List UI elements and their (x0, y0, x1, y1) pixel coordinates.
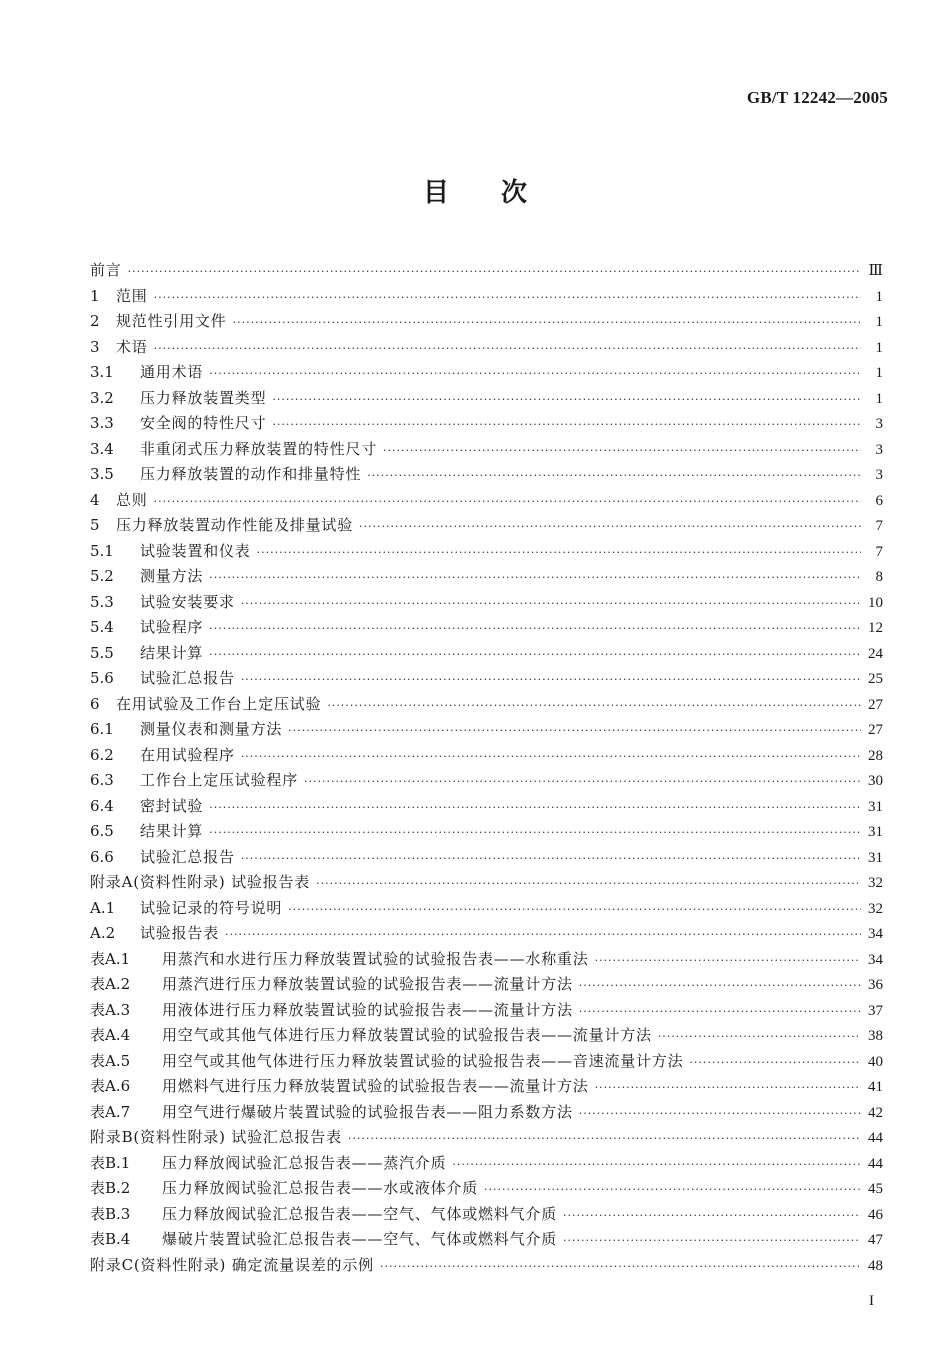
toc-entry-page: 25 (868, 671, 883, 687)
toc-entry-page: 42 (868, 1104, 883, 1121)
toc-entry (90, 1228, 883, 1254)
toc-entry-title: 密封试验 (140, 796, 204, 815)
toc-entry-number: A.1 (90, 898, 116, 917)
toc-entry (90, 1101, 883, 1127)
toc-leader-dots (288, 724, 861, 737)
toc-leader-dots (241, 852, 861, 865)
toc-entry-number: 5.4 (90, 618, 114, 636)
toc-entry-title: 试验记录的符号说明 (140, 898, 283, 917)
toc-leader-dots (233, 316, 861, 329)
toc-entry-title: 规范性引用文件 (116, 312, 227, 330)
toc-entry-number: 6.3 (90, 771, 114, 789)
toc-entry-page: 31 (868, 849, 883, 866)
toc-entry-page: 31 (868, 798, 883, 815)
toc-entry-page: 1 (875, 288, 883, 305)
toc-entry-title: 压力释放阀试验汇总报告表——空气、气体或燃料气介质 (162, 1204, 558, 1223)
toc-entry-number: 表A.7 (90, 1102, 131, 1121)
toc-entry-title: 试验安装要求 (140, 592, 235, 611)
toc-entry-number: 5 (90, 516, 100, 534)
toc-entry-title: 压力释放装置动作性能及排量试验 (116, 516, 354, 534)
toc-entry-title: 附录A(资料性附录) 试验报告表 (90, 873, 311, 891)
toc-leader-dots (380, 1260, 861, 1273)
toc-leader-dots (595, 1081, 861, 1094)
toc-entry-number: 5.6 (90, 669, 114, 687)
toc-leader-dots (579, 979, 861, 992)
toc-entry-title: 在用试验程序 (140, 745, 235, 764)
toc-entry (90, 1254, 883, 1280)
toc-entry-page: 38 (868, 1028, 883, 1044)
toc-entry (90, 285, 883, 311)
toc-leader-dots (452, 1158, 861, 1171)
toc-entry-number: 6 (90, 694, 100, 713)
toc-entry-number: 3.5 (90, 465, 114, 483)
toc-entry-page: 28 (868, 747, 883, 764)
toc-entry-page: 48 (868, 1257, 883, 1274)
toc-entry-page: 36 (868, 977, 883, 993)
toc-entry-title: 压力释放装置的动作和排量特性 (140, 465, 362, 483)
toc-leader-dots (209, 801, 861, 814)
toc-entry-number: 表A.6 (90, 1077, 131, 1095)
toc-entry-number: 5.1 (90, 541, 114, 560)
toc-entry-page: 34 (868, 926, 883, 942)
toc-entry-number: 6.5 (90, 822, 114, 840)
toc-entry-title: 试验汇总报告 (140, 847, 235, 866)
toc-entry-page: 10 (868, 594, 883, 611)
toc-entry (90, 922, 883, 948)
page-number: I (869, 1293, 874, 1309)
toc-entry-title: 试验程序 (140, 618, 204, 636)
toc-leader-dots (209, 571, 861, 584)
toc-entry (90, 871, 883, 897)
toc-entry-page: Ⅲ (868, 263, 883, 279)
toc-leader-dots (154, 495, 861, 508)
toc-entry-number: 表A.4 (90, 1026, 131, 1044)
toc-entry (90, 1177, 883, 1203)
toc-entry (90, 387, 883, 413)
toc-entry-page: 37 (868, 1002, 883, 1019)
toc-leader-dots (359, 520, 861, 533)
toc-entry (90, 769, 883, 795)
toc-leader-dots (595, 954, 861, 967)
toc-entry-number: 3.3 (90, 414, 114, 432)
toc-entry (90, 489, 883, 515)
toc-leader-dots (327, 699, 861, 712)
toc-entry-number: 4 (90, 490, 100, 509)
toc-entry (90, 1203, 883, 1229)
toc-entry (90, 973, 883, 999)
toc-entry-page: 40 (868, 1053, 883, 1070)
toc-entry-page: 30 (868, 773, 883, 789)
toc-entry-number: 表A.5 (90, 1051, 131, 1070)
toc-leader-dots (689, 1056, 861, 1069)
toc-entry-page: 3 (875, 467, 883, 483)
toc-entry-page: 44 (868, 1155, 883, 1172)
toc-entry-number: 3 (90, 337, 100, 356)
toc-entry-title: 附录B(资料性附录) 试验汇总报告表 (90, 1128, 342, 1146)
toc-entry (90, 897, 883, 923)
toc-entry-number: 5.3 (90, 592, 114, 611)
toc-entry-number: 6.2 (90, 745, 114, 764)
toc-entry-title: 用空气进行爆破片装置试验的试验报告表——阻力系数方法 (162, 1102, 573, 1121)
toc-entry-number: 5.2 (90, 567, 114, 585)
toc-leader-dots (563, 1209, 861, 1222)
toc-leader-dots (241, 597, 861, 610)
toc-entry (90, 718, 883, 744)
toc-leader-dots (225, 928, 861, 941)
toc-entry (90, 1024, 883, 1050)
toc-leader-dots (154, 291, 861, 304)
toc-leader-dots (367, 469, 861, 482)
toc-entry-page: 6 (875, 492, 883, 509)
toc-entry-page: 46 (868, 1206, 883, 1223)
toc-entry-number: 表B.2 (90, 1179, 131, 1197)
toc-entry-title: 总则 (116, 490, 148, 509)
toc-entry-title: 压力释放阀试验汇总报告表——水或液体介质 (162, 1179, 479, 1197)
toc-entry-page: 7 (875, 518, 883, 534)
toc-entry-number: 3.2 (90, 388, 114, 407)
toc-entry-title: 试验装置和仪表 (140, 541, 251, 560)
toc-entry (90, 693, 883, 719)
toc-entry-number: 表A.3 (90, 1000, 131, 1019)
toc-leader-dots (241, 673, 861, 686)
toc-entry-title: 爆破片装置试验汇总报告表——空气、气体或燃料气介质 (162, 1230, 558, 1248)
toc-leader-dots (257, 546, 861, 559)
standard-code: GB/T 12242—2005 (746, 88, 888, 107)
toc-entry-page: 27 (868, 696, 883, 713)
toc-entry-page: 8 (875, 569, 883, 585)
toc-entry-page: 7 (875, 543, 883, 560)
toc-entry-title: 通用术语 (140, 363, 204, 381)
toc-entry-number: 表B.1 (90, 1153, 131, 1172)
toc-entry (90, 1050, 883, 1076)
toc-entry-page: 41 (868, 1079, 883, 1095)
toc-entry-number: 1 (90, 286, 100, 305)
toc-entry-title: 术语 (116, 337, 148, 356)
toc-leader-dots (272, 418, 861, 431)
toc-entry-title: 用空气或其他气体进行压力释放装置试验的试验报告表——音速流量计方法 (162, 1051, 684, 1070)
toc-entry-title: 试验汇总报告 (140, 669, 235, 687)
toc-leader-dots (128, 265, 861, 278)
toc-entry (90, 336, 883, 362)
toc-entry (90, 259, 883, 285)
toc-entry-page: 31 (868, 824, 883, 840)
toc-entry-number: 表A.1 (90, 949, 131, 968)
toc-leader-dots (288, 903, 861, 916)
toc-entry-page: 3 (875, 441, 883, 458)
toc-entry-number: 6.4 (90, 796, 114, 815)
toc-entry (90, 820, 883, 846)
toc-entry-number: 表B.4 (90, 1230, 131, 1248)
toc-entry (90, 667, 883, 693)
toc-entry-title: 结果计算 (140, 822, 204, 840)
toc-entry-title: 用蒸汽和水进行压力释放装置试验的试验报告表——水称重法 (162, 949, 589, 968)
toc-entry-page: 1 (875, 339, 883, 356)
toc-leader-dots (209, 826, 861, 839)
toc-entry-title: 附录C(资料性附录) 确定流量误差的示例 (90, 1255, 374, 1274)
toc-leader-dots (272, 393, 861, 406)
toc-entry-page: 12 (868, 620, 883, 636)
toc-entry-number: 表A.2 (90, 975, 131, 993)
toc-entry-page: 32 (868, 875, 883, 891)
toc-entry-number: A.2 (90, 924, 116, 942)
toc-leader-dots (579, 1107, 861, 1120)
toc-entry-page: 44 (868, 1130, 883, 1146)
toc-leader-dots (316, 877, 861, 890)
toc-entry-number: 6.1 (90, 720, 114, 738)
toc-entry (90, 412, 883, 438)
toc-entry-title: 用蒸汽进行压力释放装置试验的试验报告表——流量计方法 (162, 975, 573, 993)
toc-entry (90, 438, 883, 464)
toc-leader-dots (209, 648, 861, 661)
toc-entry (90, 1126, 883, 1152)
toc-entry (90, 565, 883, 591)
toc-entry-page: 32 (868, 900, 883, 917)
toc-leader-dots (383, 444, 861, 457)
toc-entry-page: 45 (868, 1181, 883, 1197)
toc-entry-title: 在用试验及工作台上定压试验 (116, 694, 322, 713)
toc-entry (90, 1152, 883, 1178)
toc-entry (90, 795, 883, 821)
toc-entry-page: 47 (868, 1232, 883, 1248)
toc-entry-title: 前言 (90, 261, 122, 279)
toc-leader-dots (348, 1132, 861, 1145)
toc-entry (90, 514, 883, 540)
toc-entry-title: 测量仪表和测量方法 (140, 720, 283, 738)
toc-entry (90, 642, 883, 668)
toc-entry-title: 用燃料气进行压力释放装置试验的试验报告表——流量计方法 (162, 1077, 589, 1095)
toc-entry (90, 540, 883, 566)
toc-entry-title: 用空气或其他气体进行压力释放装置试验的试验报告表——流量计方法 (162, 1026, 652, 1044)
toc-entry-title: 安全阀的特性尺寸 (140, 414, 267, 432)
toc-entry-number: 6.6 (90, 847, 114, 866)
toc-entry-title: 压力释放阀试验汇总报告表——蒸汽介质 (162, 1153, 447, 1172)
toc-entry (90, 616, 883, 642)
toc-leader-dots (154, 342, 861, 355)
toc-entry (90, 591, 883, 617)
toc-entry-page: 1 (875, 314, 883, 330)
toc-leader-dots (209, 367, 861, 380)
toc-entry-title: 结果计算 (140, 643, 204, 662)
toc-entry (90, 948, 883, 974)
toc-entry-number: 5.5 (90, 643, 114, 662)
toc-entry-page: 1 (875, 390, 883, 407)
toc-entry (90, 310, 883, 336)
toc-leader-dots (563, 1234, 861, 1247)
toc-entry-title: 压力释放装置类型 (140, 388, 267, 407)
toc-entry-page: 3 (875, 416, 883, 432)
toc-entry-page: 1 (875, 365, 883, 381)
toc-entry (90, 1075, 883, 1101)
toc-entry-title: 工作台上定压试验程序 (140, 771, 299, 789)
toc-entry-title: 试验报告表 (140, 924, 220, 942)
toc-leader-dots (579, 1005, 861, 1018)
toc-entry (90, 999, 883, 1025)
toc-leader-dots (484, 1183, 861, 1196)
toc-entry (90, 846, 883, 872)
toc-leader-dots (658, 1030, 861, 1043)
toc-entry-title: 非重闭式压力释放装置的特性尺寸 (140, 439, 378, 458)
toc-leader-dots (241, 750, 861, 763)
toc-entry-number: 3.4 (90, 439, 114, 458)
toc-entry-title: 测量方法 (140, 567, 204, 585)
toc-entry-number: 3.1 (90, 363, 114, 381)
toc-entry-title: 用液体进行压力释放装置试验的试验报告表——流量计方法 (162, 1000, 573, 1019)
page-title: 目次 (422, 178, 579, 208)
toc-entry (90, 361, 883, 387)
toc-entry-page: 34 (868, 951, 883, 968)
toc-entry-number: 表B.3 (90, 1204, 131, 1223)
toc-leader-dots (209, 622, 861, 635)
toc-entry (90, 744, 883, 770)
toc-entry-page: 24 (868, 645, 883, 662)
toc-entry (90, 463, 883, 489)
toc-entry-title: 范围 (116, 286, 148, 305)
toc-entry-number: 2 (90, 312, 100, 330)
table-of-contents (90, 259, 883, 1279)
toc-entry-page: 27 (868, 722, 883, 738)
toc-leader-dots (304, 775, 861, 788)
